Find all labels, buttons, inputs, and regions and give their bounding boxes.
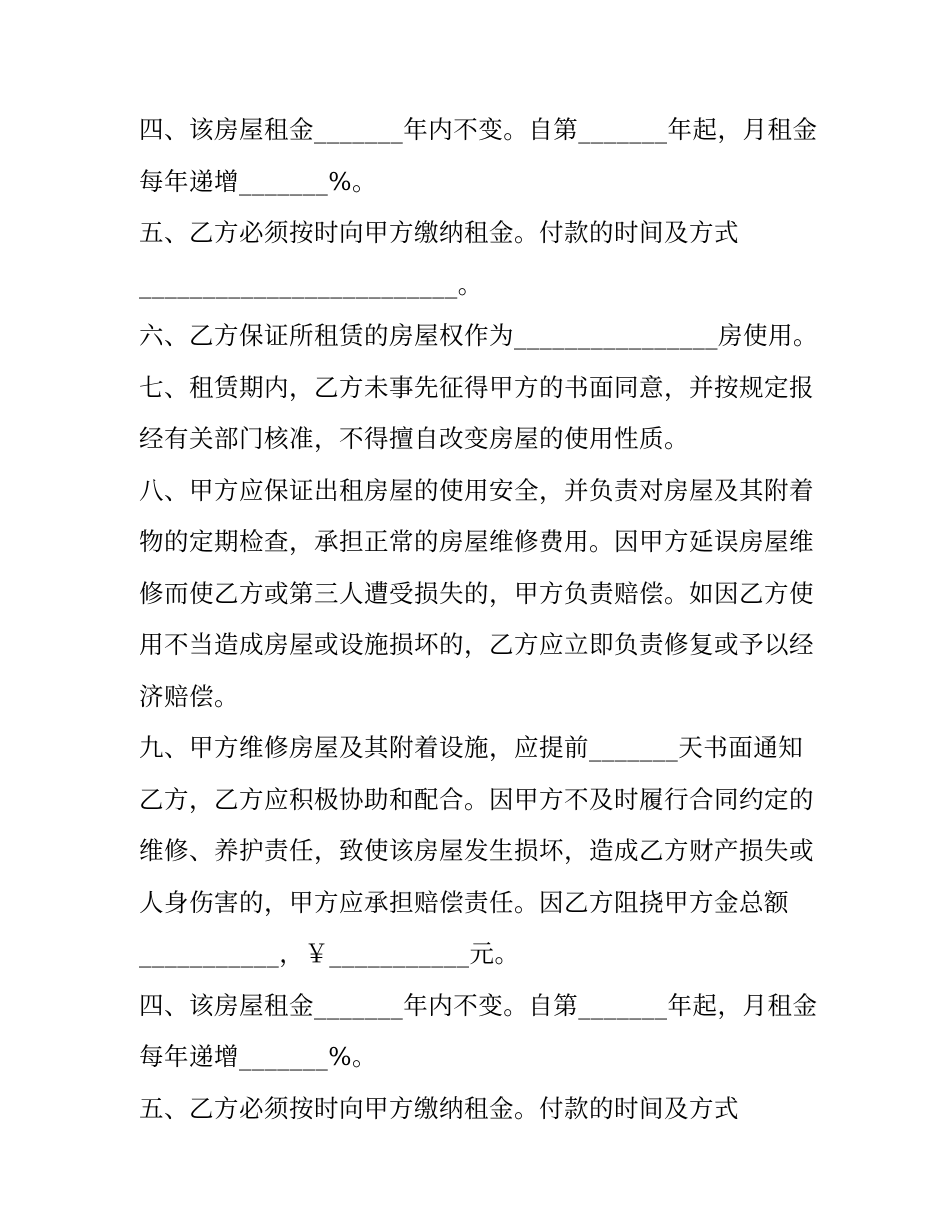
- clause-9-line-4: 人身伤害的，甲方应承担赔偿责任。因乙方阻挠甲方金总额: [139, 887, 789, 917]
- clause-9-line-3: 维修、养护责任，致使该房屋发生损坏，造成乙方财产损失或: [139, 836, 814, 865]
- clause-6-line-1: 六、乙方保证所租赁的房屋权作为________________房使用。: [139, 321, 818, 350]
- clause-5-repeat-line-1: 五、乙方必须按时向甲方缴纳租金。付款的时间及方式: [139, 1093, 739, 1123]
- clause-8-line-3: 修而使乙方或第三人遭受损失的，甲方负责赔偿。如因乙方使: [139, 578, 814, 608]
- clause-4-line-1: 四、该房屋租金_______年内不变。自第_______年起，月租金: [139, 115, 818, 144]
- clause-7-line-2: 经有关部门核准，不得擅自改变房屋的使用性质。: [139, 424, 689, 453]
- clause-5-line-1: 五、乙方必须按时向甲方缴纳租金。付款的时间及方式: [139, 218, 739, 247]
- clause-4-line-2: 每年递增_______%。: [139, 166, 378, 196]
- clause-9-line-5: ___________，￥___________元。: [139, 939, 520, 968]
- clause-7-line-1: 七、租赁期内，乙方未事先征得甲方的书面同意，并按规定报: [139, 372, 814, 402]
- clause-4-repeat-line-1: 四、该房屋租金_______年内不变。自第_______年起，月租金: [139, 990, 818, 1020]
- clause-9-line-1: 九、甲方维修房屋及其附着设施，应提前_______天书面通知: [139, 733, 804, 762]
- clause-8-line-5: 济赔偿。: [139, 681, 239, 711]
- clause-4-repeat-line-2: 每年递增_______%。: [139, 1042, 378, 1071]
- clause-8-line-2: 物的定期检查，承担正常的房屋维修费用。因甲方延误房屋维: [139, 527, 814, 556]
- clause-8-line-4: 用不当造成房屋或设施损坏的，乙方应立即负责修复或予以经: [139, 630, 814, 659]
- clause-5-line-2: _________________________。: [139, 269, 483, 299]
- clause-8-line-1: 八、甲方应保证出租房屋的使用安全，并负责对房屋及其附着: [139, 475, 814, 505]
- clause-9-line-2: 乙方，乙方应积极协助和配合。因甲方不及时履行合同约定的: [139, 784, 814, 814]
- document-body: [139, 104, 829, 1134]
